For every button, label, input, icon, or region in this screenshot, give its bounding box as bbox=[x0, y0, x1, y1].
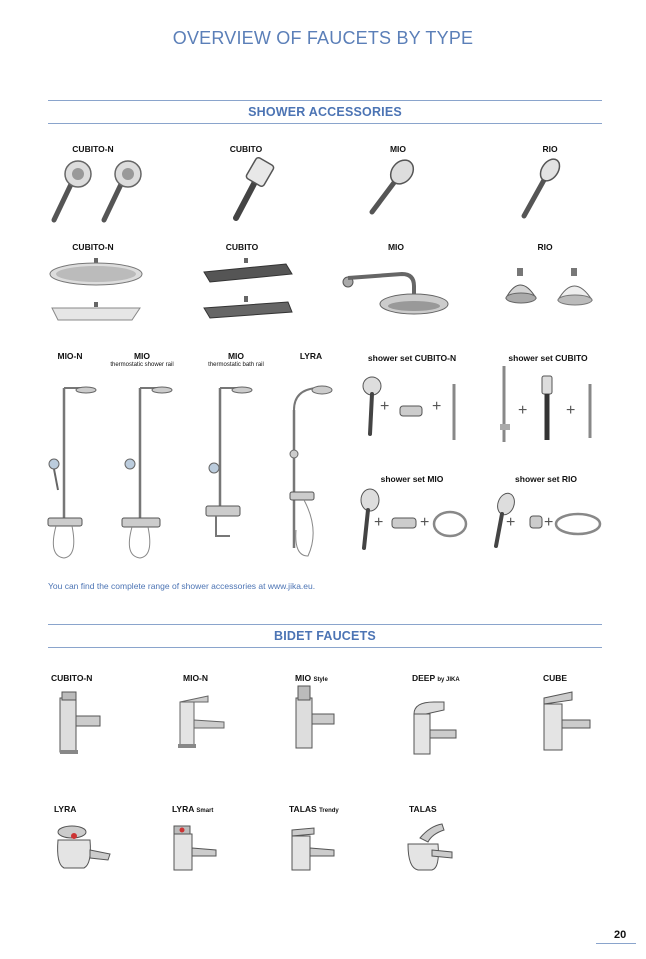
shower-section-heading: SHOWER ACCESSORIES bbox=[248, 105, 402, 119]
product-name: MIO bbox=[227, 351, 245, 361]
hand-shower-mio-image bbox=[366, 158, 426, 218]
product-label: LYRA bbox=[299, 351, 323, 361]
product-label: RIO bbox=[542, 144, 558, 154]
plus-sign: + bbox=[506, 514, 516, 531]
product-label: shower set MIO bbox=[380, 474, 444, 484]
bidet-faucet-lyra-image bbox=[50, 824, 116, 874]
bidet-faucet-cube-image bbox=[536, 690, 598, 754]
section-divider bbox=[48, 123, 602, 124]
plus-sign: + bbox=[374, 514, 384, 531]
hand-shower-rio-image bbox=[516, 158, 576, 220]
head-shower-cubito-image bbox=[200, 258, 292, 320]
product-label bbox=[110, 351, 173, 368]
hand-shower-cubito-image bbox=[226, 158, 286, 224]
product-subtitle: thermostatic shower rail bbox=[110, 362, 174, 368]
product-label: MIO bbox=[387, 242, 405, 252]
shower-column-lyra-image bbox=[280, 380, 344, 564]
shower-column-mio-rail-image bbox=[118, 380, 174, 564]
bidet-faucet-mio-n-image bbox=[172, 692, 236, 752]
shower-column-mio-bath-image bbox=[200, 380, 256, 564]
product-label: TALAS bbox=[409, 804, 437, 814]
product-label: LYRA Smart bbox=[172, 804, 214, 814]
product-label: CUBITO bbox=[225, 242, 259, 252]
product-label: DEEP by JIKA bbox=[412, 673, 460, 683]
product-label: shower set CUBITO bbox=[508, 353, 588, 363]
head-shower-rio-image bbox=[500, 268, 600, 312]
shower-set-cubito-image bbox=[494, 362, 604, 452]
product-label: TALAS Trendy bbox=[289, 804, 339, 814]
bidet-faucet-talas-image bbox=[402, 822, 462, 876]
plus-sign: + bbox=[420, 514, 430, 531]
head-shower-cubito-n-image bbox=[46, 258, 146, 324]
product-label: CUBITO-N bbox=[72, 144, 114, 154]
product-subtitle: thermostatic bath rail bbox=[208, 362, 264, 368]
head-shower-mio-image bbox=[342, 262, 450, 318]
product-label: LYRA bbox=[54, 804, 77, 814]
bidet-faucet-talas-trendy-image bbox=[284, 824, 344, 876]
bidet-faucet-cubito-n-image bbox=[54, 690, 114, 756]
section-divider bbox=[48, 624, 602, 625]
product-label: shower set RIO bbox=[515, 474, 577, 484]
page-number: 20 bbox=[614, 929, 627, 941]
plus-sign: + bbox=[566, 402, 576, 419]
website-note: You can find the complete range of shower accessories at www.jika.eu. bbox=[48, 581, 316, 591]
plus-sign: + bbox=[432, 398, 442, 415]
product-label: RIO bbox=[537, 242, 553, 252]
bidet-section-heading: BIDET FAUCETS bbox=[274, 629, 376, 643]
product-label: CUBE bbox=[543, 673, 568, 683]
plus-sign: + bbox=[518, 402, 528, 419]
hand-shower-cubito-n-image bbox=[44, 158, 154, 224]
shower-set-cubito-n-image bbox=[358, 374, 468, 446]
plus-sign: + bbox=[380, 398, 390, 415]
product-label: CUBITO-N bbox=[51, 673, 93, 683]
bidet-faucet-lyra-smart-image bbox=[168, 822, 228, 876]
product-label: CUBITO bbox=[229, 144, 263, 154]
plus-sign: + bbox=[544, 514, 554, 531]
shower-column-mio-n-image bbox=[42, 380, 98, 564]
section-divider bbox=[48, 100, 602, 101]
bidet-faucet-deep-image bbox=[404, 696, 468, 758]
product-label: CUBITO-N bbox=[72, 242, 114, 252]
product-label bbox=[208, 351, 264, 368]
bidet-faucet-mio-style-image bbox=[286, 684, 346, 754]
page-number-underline bbox=[596, 943, 636, 944]
product-label: MIO bbox=[389, 144, 407, 154]
product-label: MIO-N bbox=[57, 351, 83, 361]
section-divider bbox=[48, 647, 602, 648]
product-label: MIO-N bbox=[183, 673, 209, 683]
product-label: MIO Style bbox=[295, 673, 328, 683]
page-title: OVERVIEW OF FAUCETS BY TYPE bbox=[172, 28, 474, 48]
product-name: MIO bbox=[133, 351, 151, 361]
product-label: shower set CUBITO-N bbox=[367, 353, 457, 363]
